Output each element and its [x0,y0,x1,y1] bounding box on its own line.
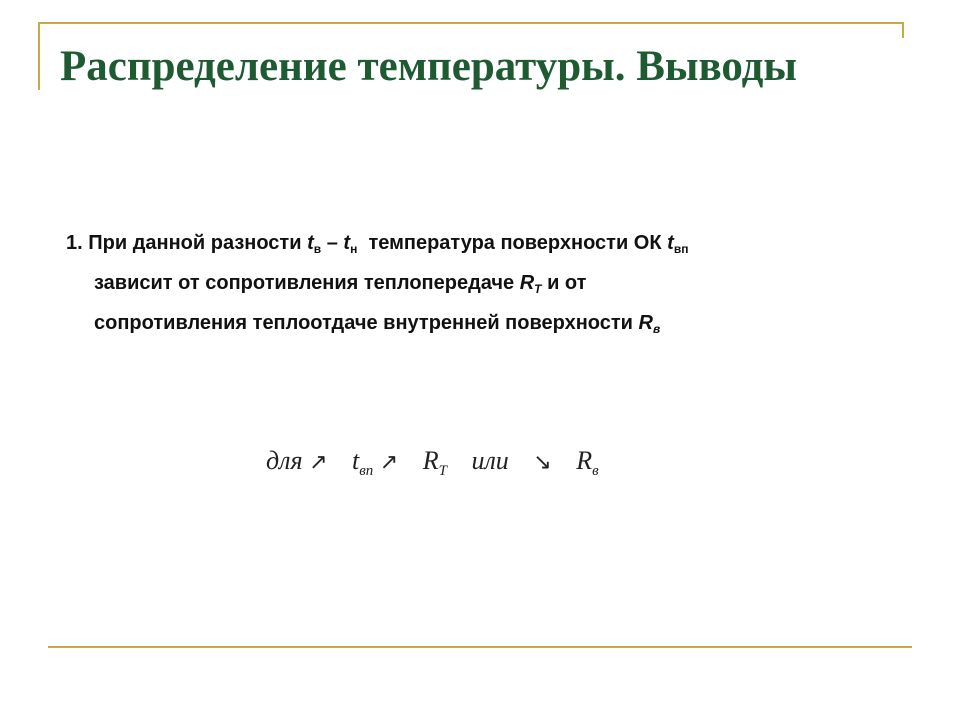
var-t-in-sub: в [313,242,322,256]
var-t-out: $t_н$ [343,232,358,256]
var-r-t: $R_T$ [519,272,542,296]
arrow-up-icon: ↗ [379,449,399,474]
var-t-in: $t_в$ [307,232,322,256]
formula-r-t: $R_T$ [422,446,447,479]
var-t-vp: $t_{вп}$ [667,232,689,256]
formula [266,446,599,480]
arrow-down-icon: ↘ [533,449,552,474]
var-r-t-sub: T [534,282,542,296]
point-text-3: зависит от сопротивления теплопередаче [94,272,515,294]
var-t-out-sub: н [350,242,358,256]
point-text-4: и от [547,272,587,294]
formula-word-for: для [266,446,303,475]
var-t-vp-sub: вп [673,242,689,256]
point-text-2: температура поверхности ОК [368,232,662,254]
formula-t-vp: $t_{вп}$ [352,446,374,479]
point-text-1: При данной разности [88,232,302,254]
formula-word-or: или [471,446,509,475]
frame-top-line [38,22,904,24]
point-line-3 [66,306,846,346]
var-r-v: $R_в$ [638,312,661,336]
frame-left-line [38,22,40,90]
point-line-2 [66,266,846,306]
formula-r-v: $R_в$ [576,446,599,479]
var-r-v-sub: в [652,322,661,336]
point-number: 1. [66,232,83,254]
dash: – [326,232,338,254]
frame-bottom-line [48,646,912,648]
point-text-5: сопротивления теплоотдаче внутренней поверхности [94,312,633,334]
arrow-up-icon: ↗ [309,449,328,474]
frame-right-line [902,22,904,38]
point-line-1 [66,226,846,266]
conclusion-point-1 [66,226,846,346]
slide-title: Распределение температуры. Выводы [60,43,797,90]
